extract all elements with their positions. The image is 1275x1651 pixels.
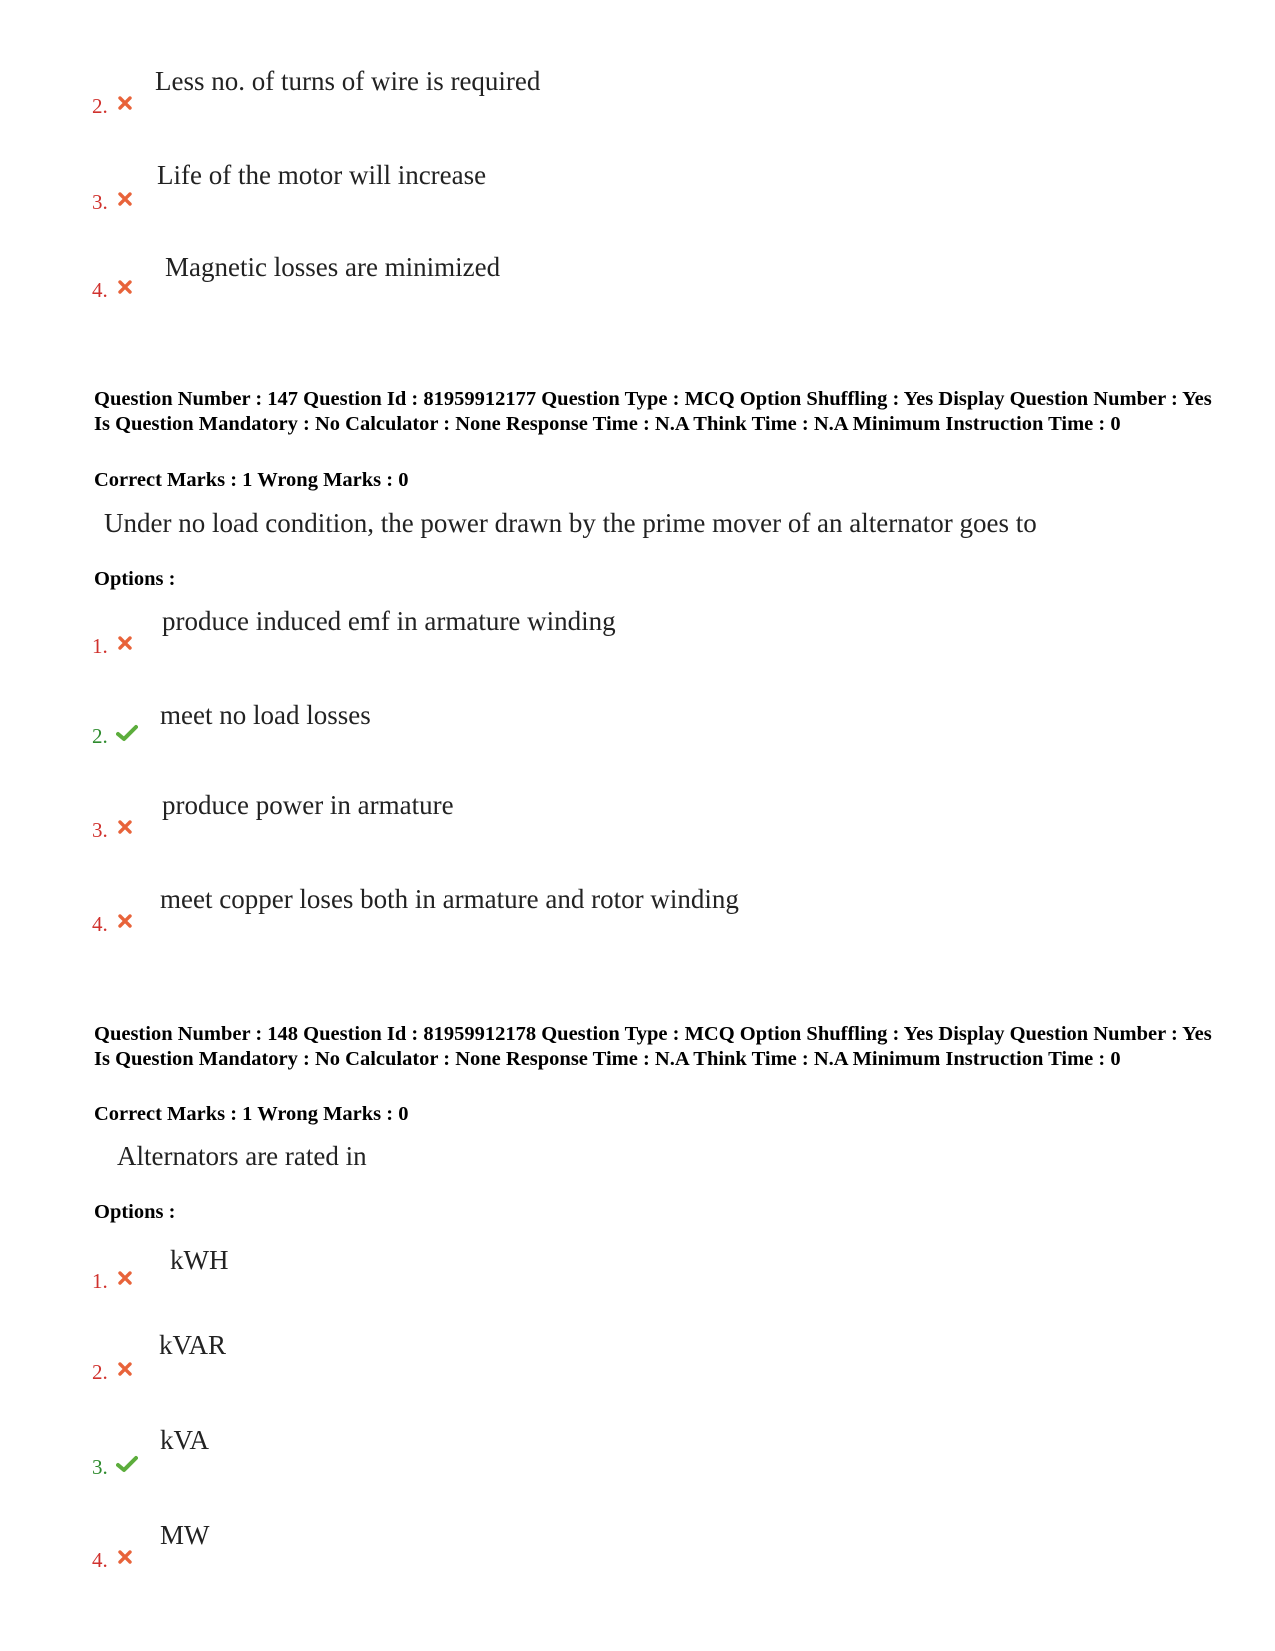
option-row bbox=[0, 606, 1275, 666]
cross-icon bbox=[118, 1362, 132, 1376]
option-row bbox=[0, 1520, 1275, 1580]
option-number: 4. bbox=[92, 1548, 108, 1572]
option-text: Less no. of turns of wire is required bbox=[155, 66, 541, 96]
option-text: Magnetic losses are minimized bbox=[165, 252, 501, 282]
option-row bbox=[0, 884, 1275, 944]
option-text: MW bbox=[160, 1520, 210, 1550]
question-marks: Correct Marks : 1 Wrong Marks : 0 bbox=[94, 1103, 409, 1125]
cross-icon bbox=[118, 914, 132, 928]
question-meta: Question Number : 147 Question Id : 81959912177 Question Type : MCQ Option Shuffling : Yes Display Question Number : Yes Is Question Mandatory : No Calculator : None Response Time : N.A Think Time : N.A Minimum Instruction Time : 0 bbox=[94, 388, 1212, 435]
cross-icon bbox=[118, 96, 132, 110]
option-text: produce power in armature bbox=[162, 790, 454, 820]
cross-icon bbox=[118, 1271, 132, 1285]
cross-icon bbox=[118, 280, 132, 294]
check-icon bbox=[116, 724, 138, 742]
option-number: 2. bbox=[92, 94, 108, 118]
question-meta: Question Number : 148 Question Id : 81959912178 Question Type : MCQ Option Shuffling : Yes Display Question Number : Yes Is Question Mandatory : No Calculator : None Response Time : N.A Think Time : N.A Minimum Instruction Time : 0 bbox=[94, 1023, 1212, 1070]
options-label: Options : bbox=[94, 568, 176, 590]
option-number: 1. bbox=[92, 634, 108, 658]
option-row bbox=[0, 790, 1275, 850]
option-text: meet copper loses both in armature and rotor winding bbox=[160, 884, 739, 914]
option-number: 4. bbox=[92, 912, 108, 936]
option-row bbox=[0, 1425, 1275, 1485]
option-number: 3. bbox=[92, 818, 108, 842]
option-row bbox=[0, 252, 1275, 312]
option-number: 2. bbox=[92, 724, 108, 748]
options-label: Options : bbox=[94, 1201, 176, 1223]
option-text: meet no load losses bbox=[160, 700, 371, 730]
option-number: 2. bbox=[92, 1360, 108, 1384]
option-row bbox=[0, 1245, 1275, 1305]
option-number: 1. bbox=[92, 1269, 108, 1293]
option-number: 3. bbox=[92, 190, 108, 214]
option-row bbox=[0, 66, 1275, 126]
option-number: 3. bbox=[92, 1455, 108, 1479]
cross-icon bbox=[118, 1550, 132, 1564]
cross-icon bbox=[118, 636, 132, 650]
option-row bbox=[0, 160, 1275, 220]
option-text: produce induced emf in armature winding bbox=[162, 606, 616, 636]
option-row bbox=[0, 700, 1275, 760]
question-marks: Correct Marks : 1 Wrong Marks : 0 bbox=[94, 469, 409, 491]
question-text: Under no load condition, the power drawn by the prime mover of an alternator goes to bbox=[104, 508, 1037, 538]
option-text: kVA bbox=[160, 1425, 210, 1455]
option-text: kWH bbox=[170, 1245, 229, 1275]
cross-icon bbox=[118, 192, 132, 206]
cross-icon bbox=[118, 820, 132, 834]
check-icon bbox=[116, 1455, 138, 1473]
option-text: kVAR bbox=[159, 1330, 227, 1360]
question-text: Alternators are rated in bbox=[117, 1141, 367, 1171]
option-text: Life of the motor will increase bbox=[157, 160, 487, 190]
option-row bbox=[0, 1330, 1275, 1390]
option-number: 4. bbox=[92, 278, 108, 302]
